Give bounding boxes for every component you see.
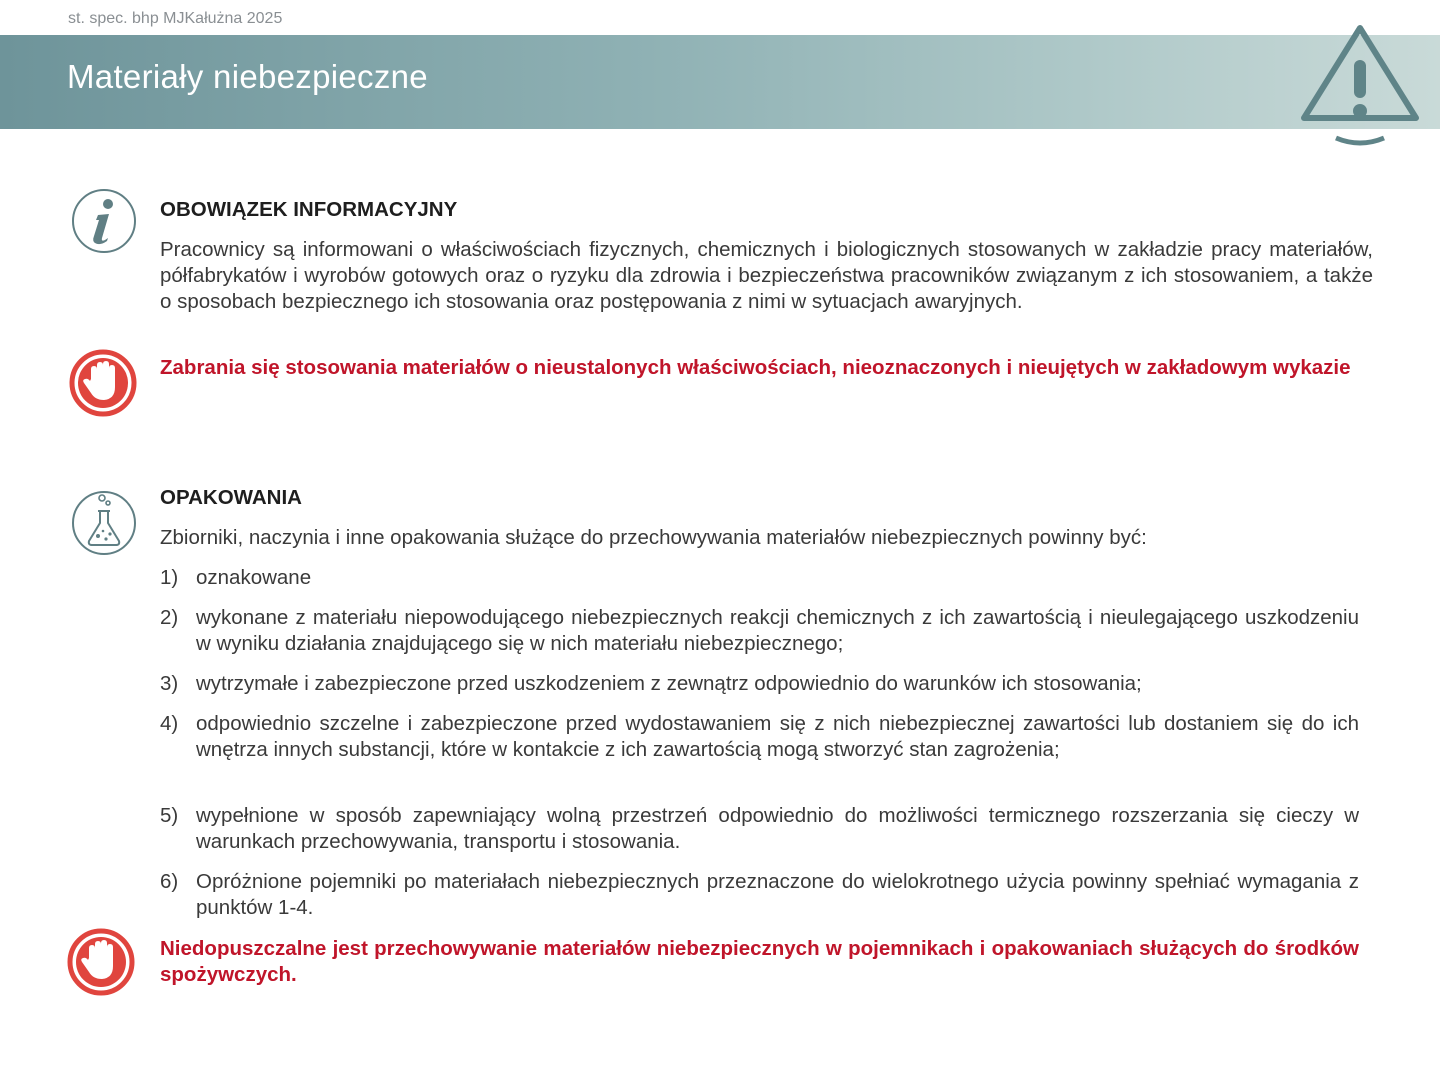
section-heading-info: OBOWIĄZEK INFORMACYJNY bbox=[160, 198, 458, 221]
packaging-warning-text: Niedopuszczalne jest przechowywanie materiałów niebezpiecznych w pojemnikach i opakowaniach służących do środków spożywczych. bbox=[160, 937, 1359, 986]
author-watermark: st. spec. bhp MJKałużna 2025 bbox=[68, 10, 283, 27]
list-item-number: 3) bbox=[160, 672, 179, 695]
flask-icon bbox=[70, 489, 138, 557]
list-item-text: oznakowane bbox=[196, 566, 312, 589]
list-item-number: 4) bbox=[160, 712, 179, 735]
warning-triangle-icon bbox=[1298, 22, 1422, 146]
list-item-number: 6) bbox=[160, 870, 179, 893]
info-paragraph: Pracownicy są informowani o właściwościach fizycznych, chemicznych i biologicznych stosowanych w zakładzie pracy materiałów, półfabrykatów i wyrobów gotowych oraz o ryzyku dla zdrowia i bezpieczeństwa pracowników związanym z ich stosowaniem, a także o sposobach bezpiecznego ich stosowania oraz postępowania z nimi w sytuacjach awaryjnych. bbox=[160, 238, 1373, 313]
page-title: Materiały niebezpieczne bbox=[67, 58, 428, 95]
packaging-intro: Zbiorniki, naczynia i inne opakowania służące do przechowywania materiałów niebezpiecznych powinny być: bbox=[160, 526, 1147, 549]
list-item-text: wytrzymałe i zabezpieczone przed uszkodzeniem z zewnątrz odpowiednio do warunków ich stosowania; bbox=[196, 672, 1142, 695]
stop-hand-icon bbox=[67, 928, 135, 996]
list-item-text: Opróżnione pojemniki po materiałach niebezpiecznych przeznaczone do wielokrotnego użycia powinny spełniać wymagania z punktów 1-4. bbox=[196, 870, 1359, 919]
list-item-text: wypełnione w sposób zapewniający wolną przestrzeń odpowiednio do możliwości termicznego rozszerzania się cieczy w warunkach przechowywania, transportu i stosowania. bbox=[196, 804, 1359, 853]
list-item-number: 5) bbox=[160, 804, 179, 827]
list-item-number: 1) bbox=[160, 566, 179, 589]
stop-hand-icon bbox=[69, 349, 137, 417]
list-item-text: odpowiednio szczelne i zabezpieczone przed wydostawaniem się z nich niebezpiecznej zawartości lub dostaniem się do ich wnętrza innych substancji, które w kontakcie z ich zawartością mogą stworzyć stan zagrożenia; bbox=[196, 712, 1359, 761]
list-item-number: 2) bbox=[160, 606, 179, 629]
info-warning-text: Zabrania się stosowania materiałów o nieustalonych właściwościach, nieoznaczonych i nieujętych w zakładowym wykazie bbox=[160, 356, 1351, 379]
list-item-text: wykonane z materiału niepowodującego niebezpiecznych reakcji chemicznych z ich zawartością i nieulegającego uszkodzeniu w wyniku działania znajdującego się w nich materiału niebezpiecznego; bbox=[196, 606, 1359, 655]
info-icon bbox=[71, 187, 137, 255]
section-heading-packaging: OPAKOWANIA bbox=[160, 486, 302, 509]
